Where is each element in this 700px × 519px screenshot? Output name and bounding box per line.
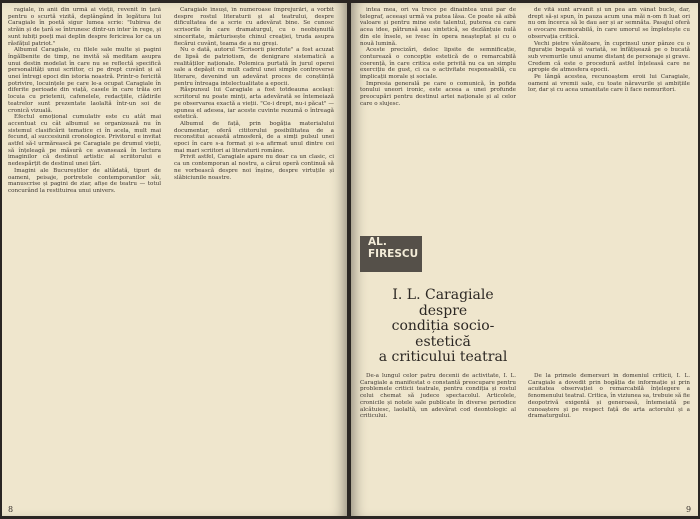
paragraph: Privit astfel, Caragiale apare nu doar ca un clasic, ci ca un contemporan al nostru, a cărui operă continuă să ne vorbească despre noi înșine, despre virtuțile și slăbiciunile noastre. [174,154,334,181]
paragraph: Imagini ale Bucureștilor de altădată, tipuri de oameni, peisaje, portretele contemporanilor săi, manuscrise și pagini de ziar, afișe de teatru — totul concurând la restituirea unui univers. [8,167,161,194]
article-title [365,288,521,366]
paragraph: De la primele demersuri în domeniul criticii, I. L. Caragiale a dovedit prin bogăția de informație și prin acuitatea observației o remarcabilă înțelegere a fenomenului teatral. Critica, în viziunea sa, trebuie să fie deopotrivă exigentă și generoasă, întemeiată pe cunoaștere și pe respect față de arta actorului și a dramaturgului. [528,373,690,420]
paragraph: Impresia generală pe care o comunică, în pofida tonului uneori ironic, este aceea a unei profunde preocupări pentru destinul artei naționale și al celor care o slujesc. [360,80,516,107]
title-line: a criticului teatral [378,349,508,365]
paragraph: Albumul de față, prin bogăția materialului documentar, oferă cititorului posibilitatea de a reconstitui această atmosferă, de a simți pulsul unei epoci în care s-a format și s-a afirmat unul dintre cei mai mari scriitori ai literaturii române. [174,120,334,154]
page-number-left: 8 [8,505,14,514]
right-page-column-4 [528,373,690,493]
title-line: despre [418,302,468,319]
left-page [2,3,347,516]
left-page-column-1 [8,7,161,487]
paragraph: Aceste precizări, deloc lipsite de semnificație, conturează o concepție estetică de o remarcabilă coerență, în care critica este privită nu ca un simplu exercițiu de gust, ci ca o activitate responsabilă, cu implicații morale și sociale. [360,47,516,81]
paragraph: Pe lângă acestea, recunoaștem eroii lui Caragiale, oameni ai vremii sale, cu toate năravurile și ambițiile lor, dar și cu acea umanitate care îi face nemuritori. [528,74,690,94]
title-line: condiția socio-estetică [391,318,495,350]
paragraph: Caragiale însuși, în numeroase împrejurări, a vorbit despre rostul literaturii și al teatrului, despre dificultatea de a scrie cu adevărat bine. Se cunosc scrisorile în care dramaturgul, cu o neobișnuită sinceritate, mărturisește chinul creației, truda asupra fiecărui cuvânt, teama de a nu greși. [174,7,334,47]
page-number-right: 9 [686,505,692,514]
left-page-column-2 [174,7,334,487]
paragraph: Vechi pietre vânătoare, în cuprinsul unor pânze cu o figurație bogată și variată, se înfățișează pe o bucată sub vremurile unui anume distanț de personaje și grave. Credem că este o procedură astfel înțeleasă care ne apropie de atmosfera epocii. [528,40,690,74]
paragraph: Nu o dată, autorul "Scrisorii pierdute" a fost acuzat de lipsă de patriotism, de denigrare sistematică a realităților naționale. Polemica purtată în jurul operei sale a depășit cu mult cadrul unei simple controverse literare, devenind un adevărat proces de conștiință pentru întreaga intelectualitate a epocii. [174,47,334,87]
author-name-line: FIRESCU [368,248,419,260]
paragraph: Albumul Caragiale, cu filele sale multe și pagini îngălbenite de timp, ne invită să meditam asupra unui destin modelat în care nu se reflectă specifică personalități unui scriitor, ci pe drept cuvânt și al unei întregi epoci din istoria noastră. Printr-o fericită potrivire, locuințele pe care le-a ocupat Caragiale în diferite perioade din viață, casele în care trăia ori locuia cu prietenii, cafenelele, redacțiile, clădirile teatrelor sunt prezentate laolaltă într-un soi de cronică vizuală. [8,47,161,114]
right-page [351,3,698,516]
paragraph: Răspunsul lui Caragiale a fost totdeauna același: scriitorul nu poate minți, arta adevărată se întemeiază pe observarea exactă a vieții. "Ce-i drept, nu-i păcat" — spunea el adesea, iar aceste cuvinte rezumă o întreagă estetică. [174,87,334,121]
paragraph: ragiale, în anii din urmă ai vieții, revenit în țară pentru o scurtă vizită, deplângând în legătura lui Caragiale în poetă sigur lumea scrie: "Iubirea de străin și de țară se întrunesc dintr-un inter în rege, și sunt iubiți poeți mai deplin despre fericirea lor ca un răsfățul patriot." [8,7,161,47]
paragraph: intea mea, ori va trece pe dinaintea unui par de telegraf, aceeași urmă va putea lăsa. Ce poate să aibă valoare și pentru mine este talentul, puterea cu care acea idee, pătrunsă sau sintetică, se dezlănțuie nulă din ele însele, se ivesc în opera neașteptat și cu o nouă lumină. [360,7,516,47]
right-page-column-1 [360,7,516,227]
paragraph: De-a lungul celor patru decenii de activitate, I. L. Caragiale a manifestat o constantă preocupare pentru problemele criticii teatrale, pentru condiția și rostul celui chemat să judece spectacolul. Articolele, cronicile și notele sale publicate în diverse periodice alcătuiesc, laolaltă, un adevărat cod deontologic al criticului. [360,373,516,420]
title-line: I. L. Caragiale [392,287,494,303]
right-page-column-3 [360,373,516,493]
paragraph: Efectul emoțional cumulativ este cu atât mai accentuat cu cât albumul se organizează nu în sistemul clasificării tematice ci în acela, mult mai fecund, al succesiunii cronologice. Privitorul e invitat astfel să-l urmărească pe Caragiale pe drumul vieții, să înțeleagă pe măsură ce avansează în lectura imaginilor că destinul artistic al scriitorului e nedespărțit de destinul unei țări. [8,114,161,168]
paragraph: de vită sunt arvanit și un pea am vânat bucle, dar, drept să-și spun, în pauza acum una măi n-om fi luat ori nu om încerca să le dau aer și ar semnăta. Pasajul oferă o evocare memorabilă, în care umorul se împletește cu observația critică. [528,7,690,40]
right-page-column-2 [528,7,690,232]
author-name-line: AL. [368,236,387,248]
author-name-box [360,236,422,272]
